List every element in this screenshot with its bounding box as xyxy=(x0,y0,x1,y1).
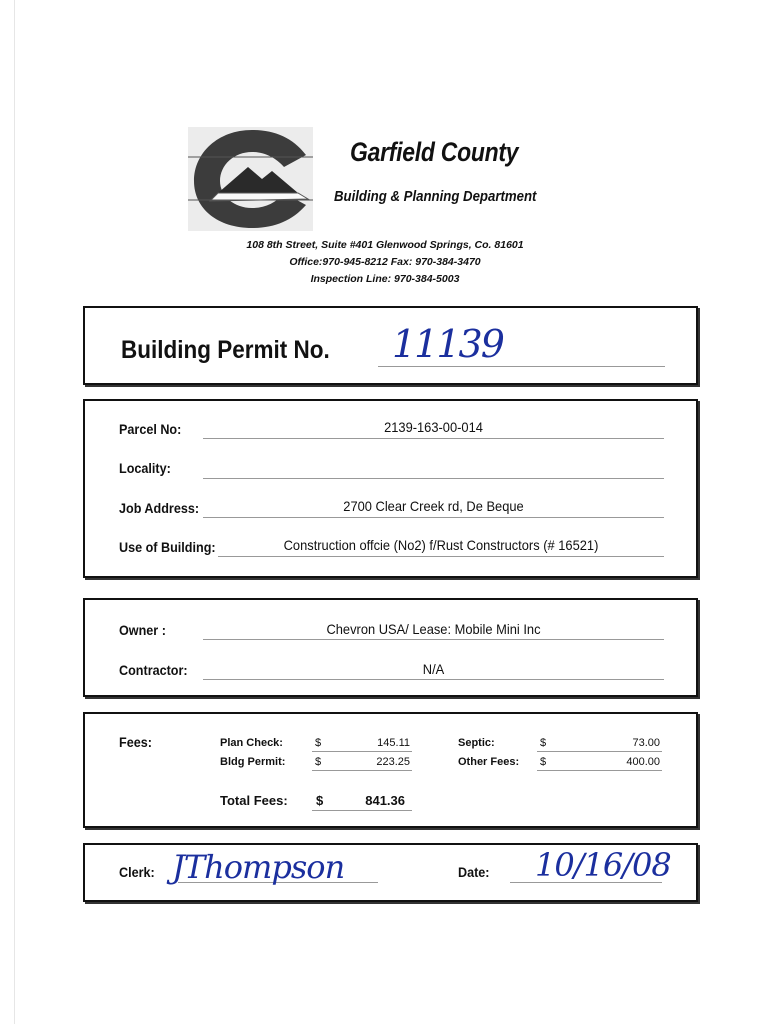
address-line-1: 108 8th Street, Suite #401 Glenwood Springs, Co. 81601 xyxy=(246,239,524,251)
contractor-label: Contractor: xyxy=(119,662,188,678)
contractor-line xyxy=(203,679,664,680)
clerk-label: Clerk: xyxy=(119,864,155,880)
address-line-2: Office:970-945-8212 Fax: 970-384-3470 xyxy=(289,256,481,268)
total-fees-value: 841.36 xyxy=(365,793,405,808)
permit-title: Building Permit No. xyxy=(121,336,330,364)
county-name: Garfield County xyxy=(350,137,519,167)
total-fees-currency: $ xyxy=(316,793,324,808)
permit-number-line xyxy=(378,366,665,367)
septic-line xyxy=(537,751,662,752)
other-fees-currency: $ xyxy=(540,756,547,768)
total-fees-line xyxy=(312,810,412,811)
job-address-value: 2700 Clear Creek rd, De Beque xyxy=(343,498,524,514)
other-fees-line xyxy=(537,770,662,771)
owner-value: Chevron USA/ Lease: Mobile Mini Inc xyxy=(326,621,541,637)
plan-check-label: Plan Check: xyxy=(220,737,283,749)
job-address-label: Job Address: xyxy=(119,500,200,516)
date-value: 10/16/08 xyxy=(535,846,671,884)
use-line xyxy=(218,556,664,557)
use-of-building-value: Construction offcie (No2) f/Rust Constructors (# 16521) xyxy=(283,537,599,553)
locality-label: Locality: xyxy=(119,460,171,476)
plan-check-currency: $ xyxy=(315,737,322,749)
job-address-line xyxy=(203,517,664,518)
address-line-3: Inspection Line: 970-384-5003 xyxy=(310,273,460,285)
clerk-signature: JThompson xyxy=(172,848,345,886)
septic-currency: $ xyxy=(540,737,547,749)
bldg-permit-label: Bldg Permit: xyxy=(220,756,286,768)
date-label: Date: xyxy=(458,864,490,880)
total-fees-label: Total Fees: xyxy=(220,793,288,808)
permit-number: 11139 xyxy=(392,322,503,366)
septic-value: 73.00 xyxy=(632,737,660,749)
owner-line xyxy=(203,639,664,640)
septic-label: Septic: xyxy=(458,737,495,749)
other-fees-value: 400.00 xyxy=(626,756,660,768)
parcel-label: Parcel No: xyxy=(119,421,182,437)
fees-label: Fees: xyxy=(119,734,152,750)
bldg-permit-value: 223.25 xyxy=(376,756,410,768)
use-of-building-label: Use of Building: xyxy=(119,539,216,555)
department-name: Building & Planning Department xyxy=(334,188,537,205)
parcel-value: 2139-163-00-014 xyxy=(384,419,483,435)
bldg-permit-currency: $ xyxy=(315,756,322,768)
plan-check-value: 145.11 xyxy=(377,737,410,749)
parcel-line xyxy=(203,438,664,439)
owner-label: Owner : xyxy=(119,622,166,638)
locality-line xyxy=(203,478,664,479)
plan-check-line xyxy=(312,751,412,752)
bldg-permit-line xyxy=(312,770,412,771)
county-logo xyxy=(188,127,313,231)
other-fees-label: Other Fees: xyxy=(458,756,520,768)
contractor-value: N/A xyxy=(422,661,445,677)
page-edge xyxy=(14,0,15,1024)
owner-box xyxy=(83,598,698,697)
